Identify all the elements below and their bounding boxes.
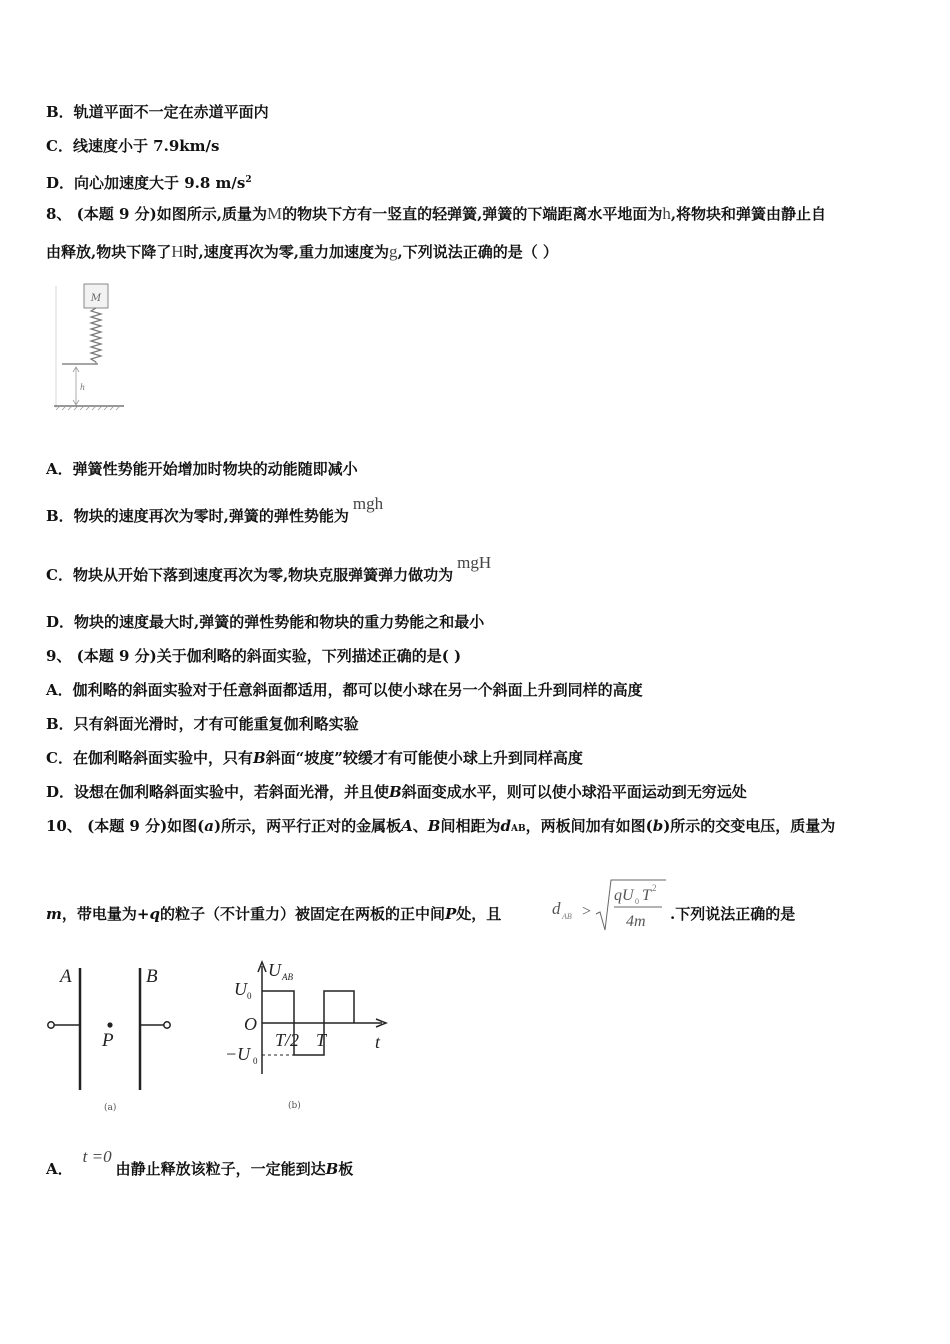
formula-mgh: mgh bbox=[352, 494, 384, 513]
plate-b-label: B bbox=[146, 966, 158, 987]
neg-u0-label: −U bbox=[225, 1044, 251, 1064]
q10-option-a: A．t =0由静止释放该粒子，一定能到达B板 bbox=[46, 1147, 354, 1178]
symbol-M: M bbox=[266, 204, 283, 223]
plate-a-terminal bbox=[48, 1022, 54, 1028]
formula-denominator: 4m bbox=[626, 913, 646, 930]
period-label: T bbox=[316, 1030, 327, 1050]
voltage-axis-label: U bbox=[268, 960, 281, 980]
q10-figure-a-plates bbox=[44, 960, 184, 1116]
spring-coil bbox=[91, 308, 101, 362]
formula-mgH: mgH bbox=[457, 553, 492, 572]
plate-a-label: A bbox=[60, 966, 72, 987]
q8-option-b: B．物块的速度再次为零时,弹簧的弹性势能为mgh bbox=[46, 494, 384, 525]
voltage-axis-sub: AB bbox=[282, 972, 293, 982]
q10-figure-b-voltage bbox=[220, 956, 400, 1116]
formula-numerator: qU bbox=[614, 887, 634, 904]
formula-t0: t =0 bbox=[82, 1147, 112, 1166]
symbol-H: H bbox=[171, 242, 184, 261]
q7-option-c: C．线速度小于 7.9km/s bbox=[46, 137, 220, 155]
q8-stem-line1: 8、 (本题 9 分)如图所示,质量为M的物块下方有一竖直的轻弹簧,弹簧的下端距离水平地面为h,将物块和弹簧由静止自 bbox=[46, 204, 827, 223]
block-label: M bbox=[90, 293, 102, 304]
q10-stem-line2: m，带电量为+q的粒子（不计重力）被固定在两板的正中间P处，且 bbox=[46, 905, 502, 923]
time-axis-label: t bbox=[375, 1032, 381, 1052]
figure-b-caption: (b) bbox=[288, 1101, 301, 1111]
particle-p bbox=[107, 1022, 112, 1027]
origin-label: O bbox=[244, 1014, 257, 1034]
q8-option-c: C．物块从开始下落到速度再次为零,物块克服弹簧弹力做功为mgH bbox=[46, 553, 492, 584]
q9-option-b: B．只有斜面光滑时，才有可能重复伽利略实验 bbox=[46, 715, 359, 733]
q9-option-a: A．伽利略的斜面实验对于任意斜面都适用，都可以使小球在另一个斜面上升到同样的高度 bbox=[46, 681, 643, 699]
formula-numerator-sub: 0 bbox=[635, 897, 639, 906]
q8-spring-figure bbox=[50, 282, 130, 414]
q8-stem-line2: 由释放,物块下降了H时,速度再次为零,重力加速度为g,下列说法正确的是（ ） bbox=[46, 242, 558, 261]
q8-option-d: D．物块的速度最大时,弹簧的弹性势能和物块的重力势能之和最小 bbox=[46, 613, 485, 631]
formula-d-sub: AB bbox=[562, 912, 572, 921]
figure-a-caption: (a) bbox=[104, 1103, 117, 1113]
q10-condition-formula bbox=[548, 876, 668, 934]
q10-stem-line2-end: .下列说法正确的是 bbox=[670, 905, 796, 923]
formula-T: T bbox=[642, 887, 651, 904]
height-label: h bbox=[80, 383, 86, 392]
neg-u0-label-sub: 0 bbox=[253, 1056, 258, 1066]
q9-option-c: C．在伽利略斜面实验中，只有B斜面“坡度”较缓才有可能使小球上升到同样高度 bbox=[46, 749, 583, 767]
q10-stem-line1: 10、 (本题 9 分)如图(a)所示，两平行正对的金属板A、B间相距为dAB，两板间加有如图(b)所示的交变电压，质量为 bbox=[46, 817, 836, 835]
q8-option-a: A．弹簧性势能开始增加时物块的动能随即减小 bbox=[46, 460, 358, 478]
symbol-h: h bbox=[662, 204, 671, 223]
q7-option-b: B．轨道平面不一定在赤道平面内 bbox=[46, 103, 269, 121]
u0-label-sub: 0 bbox=[247, 991, 252, 1001]
u0-label: U bbox=[234, 979, 247, 999]
q7-option-d: D．向心加速度大于 9.8 $m/s^2$ bbox=[46, 174, 252, 192]
plate-b-terminal bbox=[164, 1022, 170, 1028]
formula-gt: > bbox=[582, 903, 592, 920]
formula-d: d bbox=[552, 899, 561, 918]
half-period-label: T/2 bbox=[275, 1030, 300, 1050]
symbol-g: g bbox=[388, 242, 398, 261]
q9-option-d: D．设想在伽利略斜面实验中，若斜面光滑，并且使B斜面变成水平，则可以使小球沿平面运动到无穷远处 bbox=[46, 783, 747, 801]
formula-T-sup: 2 bbox=[652, 883, 657, 893]
particle-p-label: P bbox=[102, 1030, 114, 1051]
q9-stem: 9、 (本题 9 分)关于伽利略的斜面实验，下列描述正确的是( ) bbox=[46, 647, 462, 665]
